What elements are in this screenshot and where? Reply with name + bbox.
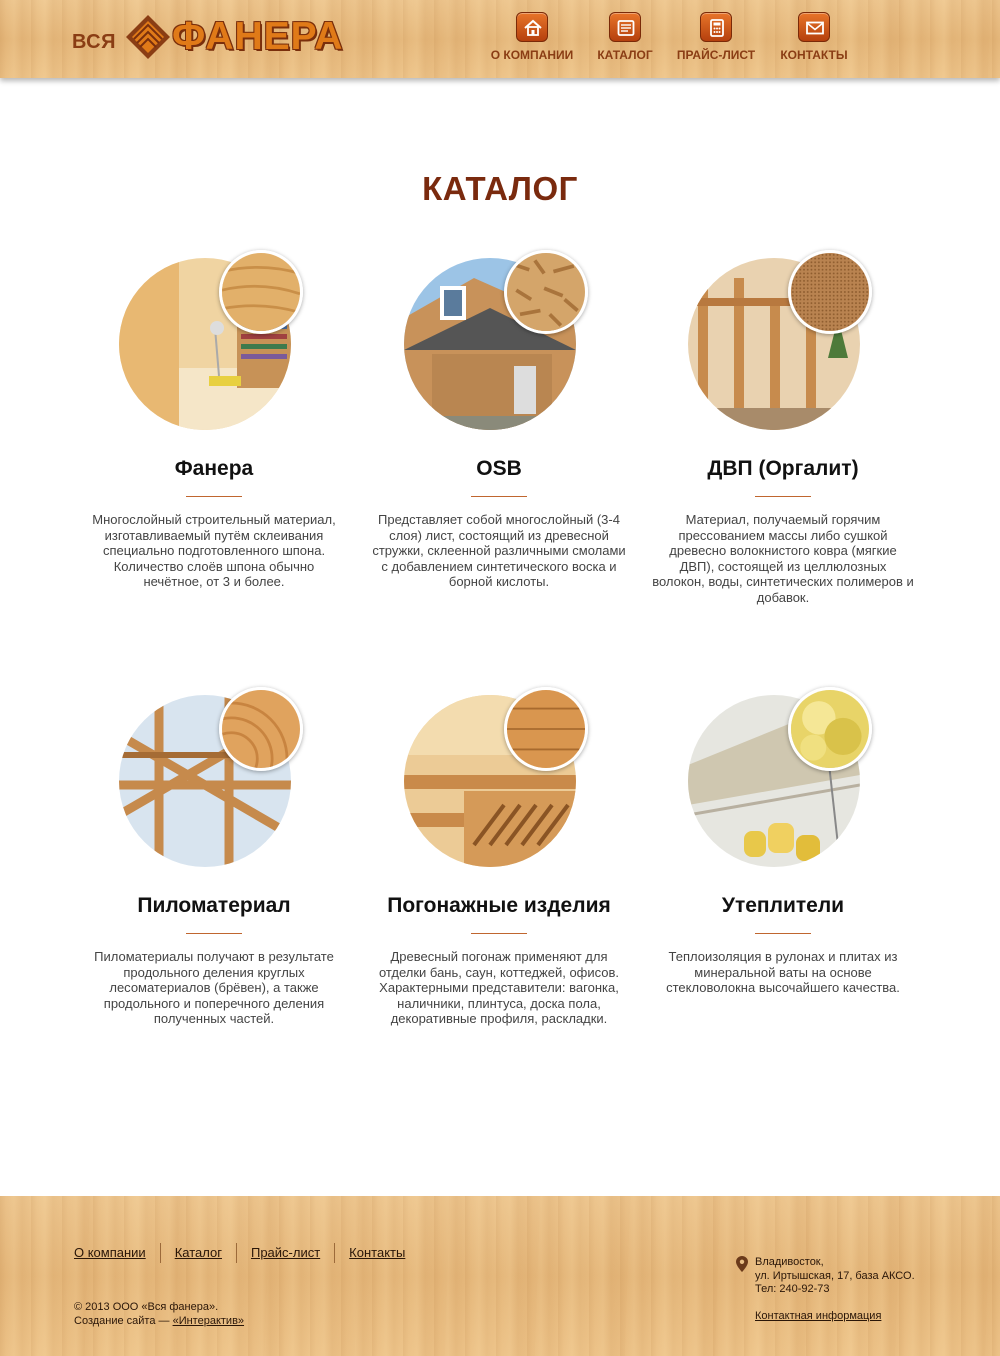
card-title: OSB bbox=[476, 457, 522, 480]
nav-item-pricelist[interactable] bbox=[676, 12, 756, 68]
lumber-texture-photo bbox=[219, 687, 303, 771]
insulation-image[interactable] bbox=[688, 687, 878, 867]
calculator-icon bbox=[700, 12, 732, 42]
osb-texture-photo bbox=[504, 250, 588, 334]
nav-label-catalog: КАТАЛОГ bbox=[597, 48, 653, 62]
page-title: КАТАЛОГ bbox=[422, 170, 578, 207]
plywood-texture-photo bbox=[219, 250, 303, 334]
copyright-block bbox=[74, 1300, 244, 1328]
logo-big-text: ФАНЕРА bbox=[172, 15, 344, 58]
main-nav bbox=[0, 12, 1000, 68]
card-description: Древесный погонаж применяют для отделки бань, саун, коттеджей, офисов. Характерными представители: вагонка, наличники, плинтуса, доска пола, декоративные профиля, раскладки. bbox=[378, 949, 620, 1026]
lumber-image[interactable] bbox=[119, 687, 309, 867]
card-title: Утеплители bbox=[721, 894, 845, 917]
card-divider bbox=[186, 496, 242, 497]
insulation-texture-photo bbox=[788, 687, 872, 771]
card-title: Погонажные изделия bbox=[387, 894, 611, 917]
footer-nav bbox=[74, 1243, 419, 1263]
catalog-card-osb[interactable] bbox=[364, 250, 634, 590]
moldings-image[interactable] bbox=[404, 687, 594, 867]
card-title: Фанера bbox=[174, 457, 254, 480]
credit-line bbox=[74, 1314, 244, 1328]
nav-label-about: О КОМПАНИИ bbox=[490, 48, 574, 62]
osb-image[interactable] bbox=[404, 250, 594, 430]
footer-link-about[interactable]: О компании bbox=[74, 1245, 146, 1260]
credit-link[interactable]: «Интерактив» bbox=[172, 1315, 245, 1327]
catalog-card-plywood[interactable] bbox=[79, 250, 349, 590]
nav-item-catalog[interactable] bbox=[594, 12, 656, 68]
card-description: Материал, получаемый горячим прессованием массы либо сушкой древесно волокнистого ковра (мягкие ДВП), состоящей из целлюлозных волокон, воды, синтетических полимеров и добавок. bbox=[652, 512, 914, 605]
map-pin-icon bbox=[736, 1256, 748, 1272]
catalog-card-insulation[interactable] bbox=[648, 687, 918, 996]
card-title: ДВП (Оргалит) bbox=[707, 457, 859, 480]
card-divider bbox=[755, 933, 811, 934]
plywood-image[interactable] bbox=[119, 250, 309, 430]
card-description: Представляет собой многослойный (3-4 слоя) лист, состоящий из древесной стружки, склеенной различными смолами с добавлением синтетического воска и борной кислоты. bbox=[372, 512, 626, 589]
catalog-card-lumber[interactable] bbox=[79, 687, 349, 1027]
catalog-card-hardboard[interactable] bbox=[648, 250, 918, 605]
footer-link-pricelist[interactable]: Прайс-лист bbox=[236, 1243, 334, 1263]
logo-small-text: ВСЯ bbox=[72, 31, 116, 53]
home-icon bbox=[516, 12, 548, 42]
nav-item-contacts[interactable] bbox=[778, 12, 850, 68]
card-description: Теплоизоляция в рулонах и плитах из минеральной ваты на основе стекловолокна высочайшего качества. bbox=[666, 949, 900, 995]
nav-label-pricelist: ПРАЙС-ЛИСТ bbox=[676, 48, 756, 62]
contact-info-link[interactable]: Контактная информация bbox=[755, 1309, 882, 1322]
card-title: Пиломатериал bbox=[137, 894, 291, 917]
address-city: Владивосток, bbox=[755, 1256, 824, 1268]
card-divider bbox=[186, 933, 242, 934]
catalog-icon bbox=[609, 12, 641, 42]
card-description: Пиломатериалы получают в результате продольного деления круглых лесоматериалов (брёвен), а также продольного и поперечного деления полученных частей. bbox=[94, 949, 334, 1026]
card-divider bbox=[471, 933, 527, 934]
credit-prefix: Создание сайта — bbox=[74, 1315, 173, 1327]
nav-item-about[interactable] bbox=[490, 12, 574, 68]
hardboard-image[interactable] bbox=[688, 250, 878, 430]
address-phone: Тел: 240-92-73 bbox=[755, 1283, 830, 1295]
card-divider bbox=[755, 496, 811, 497]
card-description: Многослойный строительный материал, изготавливаемый путём склеивания специально подготовленного шпона. Количество слоёв шпона обычно нечётное, от 3 и более. bbox=[92, 512, 336, 589]
address-street: ул. Иртышская, 17, база АКСО. bbox=[755, 1269, 915, 1282]
nav-label-contacts: КОНТАКТЫ bbox=[780, 48, 848, 62]
card-divider bbox=[471, 496, 527, 497]
moldings-texture-photo bbox=[504, 687, 588, 771]
catalog-card-moldings[interactable] bbox=[364, 687, 634, 1027]
site-header bbox=[0, 0, 1000, 78]
footer-link-contacts[interactable]: Контакты bbox=[334, 1243, 419, 1263]
hardboard-texture-photo bbox=[788, 250, 872, 334]
footer-link-catalog[interactable]: Каталог bbox=[160, 1243, 236, 1263]
copyright-text: © 2013 ООО «Вся фанера». bbox=[74, 1301, 219, 1313]
site-footer bbox=[0, 1196, 1000, 1356]
address-block bbox=[736, 1256, 915, 1323]
envelope-icon bbox=[798, 12, 830, 42]
